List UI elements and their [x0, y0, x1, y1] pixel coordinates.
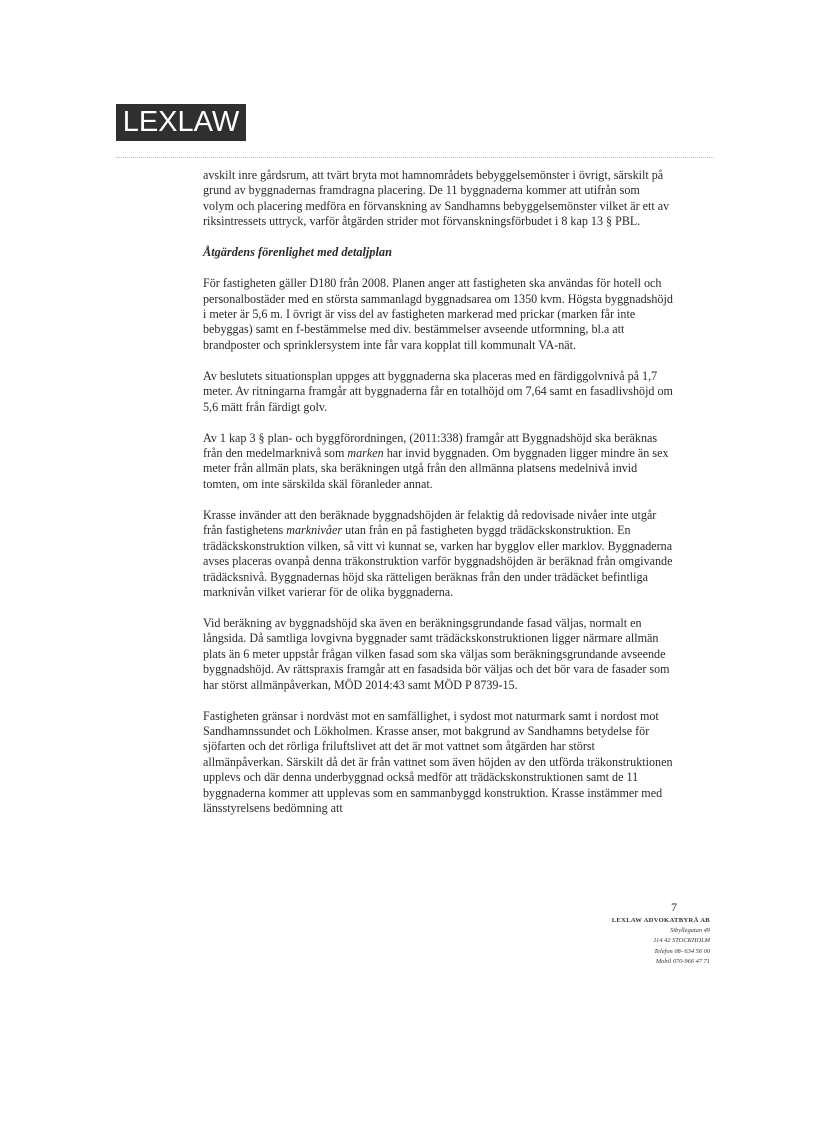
paragraph-7: Fastigheten gränsar i nordväst mot en samfällighet, i sydost mot naturmark samt i nordost mot Sandhamnssundet och Lökholmen. Krasse anser, mot bakgrund av Sandhamns betydelse för sjöfarten och det rörliga friluftslivet att det är mot vattnet som åtgärden har störst allmänpåverkan. Särskilt då det är från vattnet som även höjden av den utförda träkonstruktionen upplevs och där denna underbyggnad också medför att trädäckskonstruktionen samt de 11 byggnaderna kommer att upplevas som en sammanbyggd konstruktion. Krasse instämmer med länsstyrelsens bedömning att [203, 708, 673, 815]
firm-phone: Telefon 08- 634 56 00 [654, 947, 710, 955]
paragraph-2: För fastigheten gäller D180 från 2008. Planen anger att fastigheten ska användas för hotell och personalbostäder med en största sammanlagd byggnadsarea om 1350 kvm. Högsta byggnadshöjd i meter är 5,6 m. I övrigt är viss del av fastigheten markerad med prickar (marken får inte bebyggas) samt en f-bestämmelse med div. bestämmelser avseende utformning, bl.a att brandposter och sprinklersystem inte får vara kopplat till kommunalt VA-nät. [203, 276, 673, 352]
firm-footer [580, 916, 710, 967]
lexlaw-logo: LEXLAW [116, 104, 246, 141]
page-number: 7 [671, 900, 677, 914]
paragraph-6: Vid beräkning av byggnadshöjd ska även en beräkningsgrundande fasad väljas, normalt en långsida. Då samtliga lovgivna byggnader samt trädäckskonstruktionen ligger närmare allmän plats än 6 meter uppstår frågan vilken fasad som ska väljas som beräkningsgrundande avseende byggnadshöjd. Av rättspraxis framgår att en fasadsida bör väljas och det bör vara de fasader som har störst allmänpåverkan, MÖD 2014:43 samt MÖD P 8739-15. [203, 615, 670, 692]
paragraph-4-text-a: Av 1 kap 3 § plan- och byggförordningen, (2011:338) framgår att Byggnadshöjd ska beräknas från den medelmarknivå som [203, 430, 658, 461]
header-divider [116, 157, 714, 158]
paragraph-4 [203, 431, 673, 493]
letter-body [203, 168, 673, 816]
paragraph-5-text-a: Krasse invänder att den beräknade byggnadshöjden är felaktig då redovisade nivåer inte utgår från fastighetens [203, 507, 657, 538]
section-heading: Åtgärdens förenlighet med detaljplan [203, 245, 392, 260]
paragraph-4-emphasis: marken [347, 446, 384, 461]
firm-city: 114 42 STOCKHOLM [653, 937, 710, 945]
firm-mobile: Mobil 070-966 47 71 [655, 957, 710, 965]
paragraph-5 [203, 508, 673, 600]
paragraph-3: Av beslutets situationsplan uppges att byggnaderna ska placeras med en färdiggolvnivå på 1,7 meter. Av ritningarna framgår att byggnaderna får en totalhöjd om 7,64 samt en fasadlivshöjd om 5,6 mätt från färdigt golv. [203, 368, 673, 414]
paragraph-4-text-b: har invid byggnaden. Om byggnaden ligger mindre än sex meter från allmän plats, ska beräkningen utgå från den allmänna platsens medelnivå invid tomten, om inte särskilda skäl föranleder annat. [203, 446, 669, 491]
paragraph-5-emphasis: marknivåer [286, 523, 343, 538]
paragraph-1: avskilt inre gårdsrum, att tvärt bryta mot hamnområdets bebyggelsemönster i övrigt, särskilt på grund av byggnadernas framdragna placering. De 11 byggnaderna kommer att utifrån som volym och placering medföra en förvanskning av Sandhamns bebyggelsemönster vilket är ett av riksintressets uttryck, varför åtgärden strider mot förvanskningsförbudet i 8 kap 13 § PBL. [203, 168, 670, 229]
firm-name: LEXLAW ADVOKATBYRÅ AB [611, 917, 710, 924]
paragraph-5-text-b: utan från en på fastigheten byggd trädäckskonstruktion. En trädäckskonstruktion vilken, så vitt vi kunnat se, varken har bygglov eller marklov. Byggnaderna avses placeras ovanpå denna träkonstruktion varför byggnadshöjden är beräknad från omgivande trädäcksnivå. Byggnadernas höjd ska rätteligen beräknas från den under trädäcket befintliga marknivån vilket varierar för de olika byggnaderna. [203, 523, 673, 599]
firm-street: Sibyllegatan 49 [670, 927, 710, 935]
